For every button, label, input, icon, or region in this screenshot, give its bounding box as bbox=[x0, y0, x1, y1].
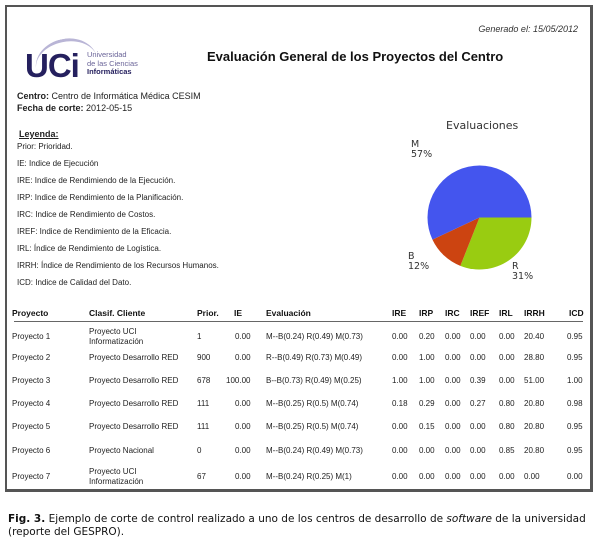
header-divider bbox=[14, 321, 583, 322]
table-cell: 20.40 bbox=[524, 332, 545, 341]
caption-italic: software bbox=[446, 513, 492, 525]
table-cell: 51.00 bbox=[524, 376, 545, 385]
table-cell: Proyecto 3 bbox=[12, 376, 51, 385]
table-cell: 0.00 bbox=[445, 353, 461, 362]
fecha-label: Fecha de corte: bbox=[17, 103, 84, 113]
table-cell: M--B(0.24) R(0.49) M(0.73) bbox=[266, 446, 363, 455]
legend-item: IRP: Indice de Rendimiento de la Planificación. bbox=[17, 193, 184, 202]
table-cell: 0.00 bbox=[470, 332, 486, 341]
table-cell: 1.00 bbox=[567, 376, 583, 385]
table-cell: Proyecto 6 bbox=[12, 446, 51, 455]
centro-line bbox=[17, 91, 201, 101]
logo-text bbox=[87, 51, 138, 77]
table-cell: 0.00 bbox=[235, 332, 251, 341]
table-cell: 0.00 bbox=[392, 422, 408, 431]
logo-line-2: de las Ciencias bbox=[87, 58, 138, 68]
table-cell: 0.00 bbox=[470, 422, 486, 431]
table-cell: 0.95 bbox=[567, 353, 583, 362]
table-cell: 900 bbox=[197, 353, 211, 362]
legend-item: IRL: Índice de Rendimiento de Logística. bbox=[17, 244, 162, 253]
table-cell: Proyecto 7 bbox=[12, 472, 51, 481]
table-cell: M--B(0.25) R(0.5) M(0.74) bbox=[266, 399, 359, 408]
fecha-line bbox=[17, 103, 132, 113]
column-header: IRP bbox=[419, 308, 434, 318]
table-cell: 0.39 bbox=[470, 376, 486, 385]
logo-line-3: Informáticas bbox=[87, 67, 132, 76]
table-cell: 0.29 bbox=[419, 399, 435, 408]
table-cell: 0.00 bbox=[470, 353, 486, 362]
table-cell: 0.20 bbox=[419, 332, 435, 341]
legend-title: Leyenda: bbox=[19, 129, 59, 139]
legend-item: Prior: Prioridad. bbox=[17, 142, 73, 151]
table-cell: 0.00 bbox=[499, 332, 515, 341]
legend-item: IE: Indice de Ejecución bbox=[17, 159, 99, 168]
table-cell: 0.85 bbox=[499, 446, 515, 455]
column-header: IRRH bbox=[524, 308, 545, 318]
table-cell: 0.00 bbox=[445, 446, 461, 455]
table-cell: 20.80 bbox=[524, 422, 545, 431]
generated-date: Generado el: 15/05/2012 bbox=[478, 24, 578, 34]
column-header: Evaluación bbox=[266, 308, 311, 318]
legend-item: IREF: Indice de Rendimiento de la Eficacia. bbox=[17, 227, 172, 236]
table-cell: 0.00 bbox=[567, 472, 583, 481]
column-header: IRL bbox=[499, 308, 513, 318]
logo-acronym: UCi bbox=[25, 47, 79, 84]
pie-label-r bbox=[512, 262, 533, 282]
table-cell: Proyecto 5 bbox=[12, 422, 51, 431]
table-cell: 0.00 bbox=[235, 472, 251, 481]
table-cell: 100.00 bbox=[226, 376, 251, 385]
report-title: Evaluación General de los Proyectos del Centro bbox=[207, 49, 504, 64]
table-cell: 0.00 bbox=[499, 353, 515, 362]
logo-line-1: Universidad bbox=[87, 50, 127, 59]
table-cell: Proyecto Desarrollo RED bbox=[89, 422, 179, 431]
table-cell: 20.80 bbox=[524, 399, 545, 408]
table-cell: Proyecto Nacional bbox=[89, 446, 154, 455]
legend-item: IRRH: Índice de Rendimiento de los Recursos Humanos. bbox=[17, 261, 219, 270]
report-page bbox=[5, 5, 593, 492]
column-header: Proyecto bbox=[12, 308, 49, 318]
table-cell: 0.00 bbox=[235, 446, 251, 455]
table-cell: 111 bbox=[197, 399, 210, 408]
column-header: IE bbox=[234, 308, 243, 318]
table-cell: 0.15 bbox=[419, 422, 435, 431]
pie-label-b-value: 12% bbox=[408, 261, 430, 272]
table-cell: M--B(0.24) R(0.49) M(0.73) bbox=[266, 332, 363, 341]
table-cell: 0.00 bbox=[419, 446, 435, 455]
table-cell: Proyecto UCI Informatización bbox=[89, 467, 144, 486]
table-cell: 0.18 bbox=[392, 399, 408, 408]
table-cell: 0.95 bbox=[567, 332, 583, 341]
column-header: Clasif. Cliente bbox=[89, 308, 146, 318]
pie-label-m bbox=[411, 140, 432, 160]
table-cell: Proyecto 4 bbox=[12, 399, 51, 408]
table-cell: 0.00 bbox=[235, 422, 251, 431]
table-cell: Proyecto Desarrollo RED bbox=[89, 376, 179, 385]
table-cell: 0.27 bbox=[470, 399, 486, 408]
table-cell: 0 bbox=[197, 446, 202, 455]
table-cell: 1.00 bbox=[392, 376, 408, 385]
legend-item: ICD: Indice de Calidad del Dato. bbox=[17, 278, 132, 287]
column-header: ICD bbox=[569, 308, 584, 318]
table-cell: Proyecto 2 bbox=[12, 353, 51, 362]
table-cell: Proyecto UCI Informatización bbox=[89, 327, 144, 346]
table-cell: Proyecto Desarrollo RED bbox=[89, 353, 179, 362]
pie-chart bbox=[427, 165, 532, 270]
table-cell: M--B(0.24) R(0.25) M(1) bbox=[266, 472, 352, 481]
column-header: IREF bbox=[470, 308, 490, 318]
table-cell: Proyecto 1 bbox=[12, 332, 51, 341]
table-cell: 28.80 bbox=[524, 353, 545, 362]
table-cell: 0.00 bbox=[235, 399, 251, 408]
caption-fig-label: Fig. 3. bbox=[8, 513, 46, 525]
table-cell: 1.00 bbox=[419, 353, 435, 362]
table-cell: 0.00 bbox=[392, 332, 408, 341]
caption-text-2: de la universidad (reporte del GESPRO). bbox=[8, 513, 586, 538]
table-cell: 0.80 bbox=[499, 399, 515, 408]
fecha-value: 2012-05-15 bbox=[86, 103, 133, 113]
table-cell: 678 bbox=[197, 376, 211, 385]
pie-label-m-value: 57% bbox=[411, 149, 433, 160]
table-cell: 0.00 bbox=[235, 353, 251, 362]
legend-item: IRC: Indice de Rendimiento de Costos. bbox=[17, 210, 156, 219]
table-cell: 0.00 bbox=[445, 376, 461, 385]
table-cell: Proyecto Desarrollo RED bbox=[89, 399, 179, 408]
table-cell: 0.00 bbox=[524, 472, 540, 481]
pie-label-r-category: R bbox=[512, 261, 519, 272]
table-cell: 0.98 bbox=[567, 399, 583, 408]
caption-text-1: Ejemplo de corte de control realizado a uno de los centros de desarrollo de bbox=[45, 513, 447, 525]
table-cell: 0.00 bbox=[499, 376, 515, 385]
table-cell: 0.00 bbox=[499, 472, 515, 481]
figure-caption bbox=[8, 513, 594, 539]
table-cell: 0.00 bbox=[445, 422, 461, 431]
pie-label-m-category: M bbox=[411, 139, 420, 150]
pie-label-b bbox=[408, 252, 429, 272]
table-cell: 0.00 bbox=[470, 446, 486, 455]
table-cell: 1.00 bbox=[419, 376, 435, 385]
column-header: Prior. bbox=[197, 308, 219, 318]
table-cell: M--B(0.25) R(0.5) M(0.74) bbox=[266, 422, 359, 431]
table-cell: 0.00 bbox=[392, 446, 408, 455]
centro-label: Centro: bbox=[17, 91, 49, 101]
table-cell: 0.00 bbox=[419, 472, 435, 481]
table-cell: R--B(0.49) R(0.73) M(0.49) bbox=[266, 353, 363, 362]
table-cell: 0.00 bbox=[445, 399, 461, 408]
column-header: IRE bbox=[392, 308, 407, 318]
table-cell: 0.00 bbox=[445, 472, 461, 481]
table-cell: 111 bbox=[197, 422, 210, 431]
table-cell: B--B(0.73) R(0.49) M(0.25) bbox=[266, 376, 362, 385]
centro-value: Centro de Informática Médica CESIM bbox=[51, 91, 201, 101]
pie-label-b-category: B bbox=[408, 251, 415, 262]
table-cell: 0.95 bbox=[567, 446, 583, 455]
table-cell: 0.00 bbox=[445, 332, 461, 341]
pie-title: Evaluaciones bbox=[446, 119, 519, 132]
table-cell: 20.80 bbox=[524, 446, 545, 455]
pie-label-r-value: 31% bbox=[512, 271, 534, 282]
uci-logo bbox=[21, 37, 141, 87]
legend-item: IRE: Indice de Rendimiendo de la Ejecución. bbox=[17, 176, 176, 185]
table-cell: 0.00 bbox=[392, 353, 408, 362]
table-cell: 1 bbox=[197, 332, 202, 341]
table-cell: 0.00 bbox=[470, 472, 486, 481]
column-header: IRC bbox=[445, 308, 460, 318]
table-cell: 67 bbox=[197, 472, 206, 481]
table-cell: 0.00 bbox=[392, 472, 408, 481]
table-cell: 0.95 bbox=[567, 422, 583, 431]
table-cell: 0.80 bbox=[499, 422, 515, 431]
